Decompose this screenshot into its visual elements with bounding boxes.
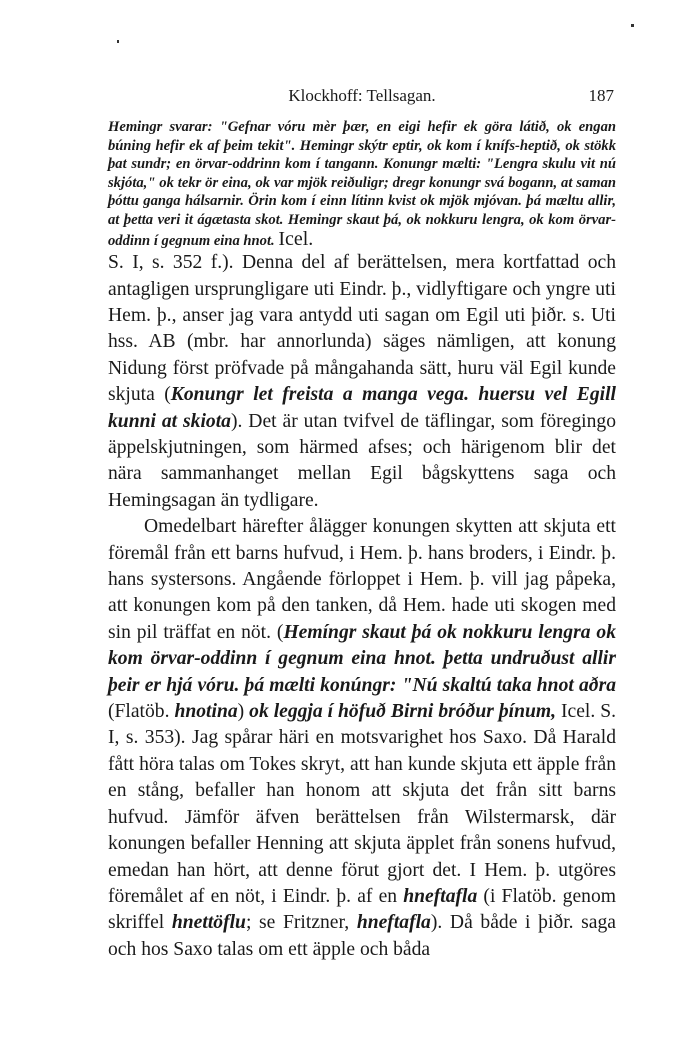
- old-norse-quotation: [108, 118, 616, 250]
- quoted-word: hneftafla: [356, 912, 431, 934]
- quoted-word: hnotina: [174, 701, 238, 723]
- text-span: Icel. S. I, s. 353). Jag spårar häri en motsvarighet hos Saxo. Då Harald fått höra talas om Tokes skryt, att han kunde skjuta ett äpple från en stång, befaller han honom att skjuta det från sitt barns hufvud. Jämför äfven berättelsen från Wilstermarsk, där konungen befaller Henning att skjuta äpplet från sonens hufvud, emedan han hört, att denne förut gjort det. I Hem. þ. utgöres föremålet af en nöt, i Eindr. þ. af en: [108, 701, 616, 907]
- quoted-phrase: Konungr let freista a manga vega. huersu vel Egill kunni at skiota: [108, 384, 616, 432]
- text-span: Omedelbart härefter ålägger konungen skytten att skjuta ett föremål från ett barns hufvud, i Hem. þ. hans broders, i Eindr. þ. hans systersons. Angående förloppet i Hem. þ. vill jag påpeka, att konungen kom på den tanken, då Hem. hade uti skogen med sin pil träffat en nöt. (: [108, 516, 616, 643]
- text-span: (Flatöb.: [108, 701, 175, 723]
- paragraph-2: [108, 514, 616, 963]
- quotation-source: Icel.: [278, 227, 314, 250]
- text-span: S. I, s. 352 f.). Denna del af berättelsen, mera kortfattad och antagligen ursprungligare uti Eindr. þ., vidlyftigare och yngre uti Hem. þ., anser jag vara antydd uti sagan om Egil uti þiðr. s. Uti hss. AB (mbr. har annorlunda) säges nämligen, att konung Nidung först pröfvade på mångahanda sätt, huru väl Egil kunde skjuta (: [108, 252, 616, 406]
- quoted-phrase: ok leggja í höfuð Birni bróður þínum,: [249, 701, 557, 723]
- text-span: ). Det är utan tvifvel de täflingar, som föregingo äppelskjutningen, som härmed afses; och härigenom blir det nära sammanhanget mellan Egil bågskyttens saga och Hemingsagan än tydligare.: [108, 410, 616, 511]
- text-span: (i Flatöb. genom skriffel: [108, 885, 616, 934]
- quoted-word: hnettöflu: [171, 912, 246, 934]
- text-span: ). Då både i þiðr. saga och hos Saxo talas om ett äpple och båda: [108, 912, 616, 960]
- quotation-text: Hemingr svarar: "Gefnar vóru mèr þær, en eigi hefir ek göra látið, ok engan búning hefir ek af þeim tekit". Hemingr skýtr eptir, ok kom í knífs-heptið, ok stökk þat sundr; en örvar-oddrinn kom í tangann. Konungr mælti: "Lengra skulu vit nú skjóta," ok tekr ör eina, ok var mjök reiðuligr; dregr konungr svá bogann, at saman þóttu ganga hálsarnir. Örin kom í einn lítinn kvist ok mjök mjóvan. þá mæltu allir, at þetta veri it ágætasta skot. Hemingr skaut þá, ok nokkuru lengra, ok kom örvar-oddinn í gegnum eina hnot.: [108, 119, 616, 249]
- text-span: ; se Fritzner,: [245, 912, 357, 934]
- page: [108, 86, 616, 963]
- paragraph-1: [108, 250, 616, 514]
- text-span: ): [237, 701, 250, 723]
- running-title: Klockhoff: Tellsagan.: [288, 86, 436, 105]
- page-speck: [631, 24, 634, 27]
- page-number: 187: [588, 86, 614, 105]
- running-header: [108, 86, 616, 112]
- body-text: [108, 250, 616, 963]
- quoted-phrase: Hemíngr skaut þá ok nokkuru lengra ok kom örvar-oddinn í gegnum eina hnot. þetta undruðust allir þeir er hjá vóru. þá mælti konúngr: "Nú skaltú taka hnot aðra: [108, 621, 616, 696]
- quoted-word: hneftafla: [403, 885, 478, 907]
- page-speck: [117, 40, 119, 43]
